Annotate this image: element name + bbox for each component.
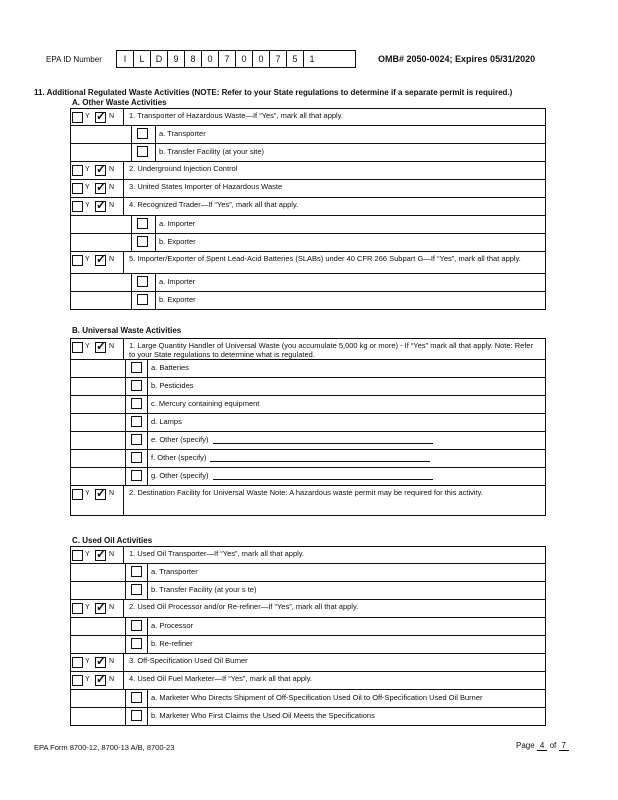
no-label: N bbox=[109, 113, 115, 120]
no-checkbox[interactable] bbox=[95, 201, 106, 212]
sub-option-text: b. Transfer Facility (at your site) bbox=[159, 147, 265, 156]
sub-option-divider bbox=[147, 708, 148, 725]
sub-option-text: b. Re-refiner bbox=[151, 639, 193, 648]
activity-row bbox=[70, 486, 546, 516]
yes-label: Y bbox=[85, 604, 90, 611]
epa-id-digit: 5 bbox=[287, 51, 304, 67]
sub-option-row bbox=[70, 378, 546, 396]
activity-label: 2. Underground Injection Control bbox=[129, 164, 238, 173]
sub-option-divider bbox=[147, 450, 148, 467]
no-label: N bbox=[109, 343, 115, 350]
sub-option-checkbox[interactable] bbox=[131, 584, 142, 595]
specify-line[interactable] bbox=[213, 479, 433, 480]
yes-label: Y bbox=[85, 166, 90, 173]
sub-option-checkbox[interactable] bbox=[131, 710, 142, 721]
no-checkbox[interactable] bbox=[95, 657, 106, 668]
sub-option-row bbox=[70, 216, 546, 234]
yes-checkbox[interactable] bbox=[72, 255, 83, 266]
no-label: N bbox=[109, 166, 115, 173]
sub-option-label bbox=[151, 693, 483, 702]
sub-option-label bbox=[151, 621, 193, 630]
omb-number: OMB# 2050-0024; Expires 05/31/2020 bbox=[378, 54, 536, 64]
epa-id-boxes bbox=[116, 50, 356, 68]
of-label: of bbox=[549, 741, 557, 750]
yes-label: Y bbox=[85, 113, 90, 120]
sub-option-row bbox=[70, 450, 546, 468]
sub-option-row bbox=[70, 636, 546, 654]
yes-no-cell bbox=[71, 547, 124, 563]
sub-option-divider bbox=[147, 378, 148, 395]
sub-option-text: b. Exporter bbox=[159, 237, 196, 246]
sub-option-label bbox=[159, 277, 195, 286]
no-checkbox[interactable] bbox=[95, 255, 106, 266]
sub-option-row bbox=[70, 292, 546, 310]
sub-option-divider bbox=[125, 414, 126, 431]
sub-option-row bbox=[70, 360, 546, 378]
form-number: EPA Form 8700-12, 8700-13 A/B, 8700-23 bbox=[34, 743, 175, 752]
yes-checkbox[interactable] bbox=[72, 675, 83, 686]
sub-option-label bbox=[159, 129, 206, 138]
yes-checkbox[interactable] bbox=[72, 112, 83, 123]
page-indicator bbox=[516, 741, 569, 750]
no-checkbox[interactable] bbox=[95, 675, 106, 686]
sub-option-divider bbox=[125, 378, 126, 395]
sub-option-divider bbox=[125, 564, 126, 581]
sub-option-divider bbox=[131, 234, 132, 251]
sub-option-divider bbox=[131, 126, 132, 143]
sub-option-divider bbox=[147, 636, 148, 653]
activity-row bbox=[70, 108, 546, 126]
activity-label: 2. Destination Facility for Universal Waste Note: A hazardous waste permit may be required for this activity. bbox=[129, 488, 483, 497]
sub-option-row bbox=[70, 708, 546, 726]
epa-id-digit: 0 bbox=[236, 51, 253, 67]
sub-option-label bbox=[151, 453, 430, 462]
sub-option-text: c. Mercury containing equipment bbox=[151, 399, 260, 408]
yes-checkbox[interactable] bbox=[72, 489, 83, 500]
sub-option-divider bbox=[147, 582, 148, 599]
epa-id-digit: 9 bbox=[168, 51, 185, 67]
yes-no-cell bbox=[71, 198, 124, 215]
sub-option-label bbox=[151, 711, 375, 720]
epa-id-digit: L bbox=[134, 51, 151, 67]
specify-line[interactable] bbox=[213, 443, 433, 444]
sub-option-divider bbox=[147, 414, 148, 431]
sub-option-text: d. Lamps bbox=[151, 417, 182, 426]
sub-option-divider bbox=[131, 144, 132, 161]
sub-option-checkbox[interactable] bbox=[131, 362, 142, 373]
sub-option-row bbox=[70, 126, 546, 144]
sub-option-row bbox=[70, 690, 546, 708]
yes-label: Y bbox=[85, 658, 90, 665]
yes-label: Y bbox=[85, 202, 90, 209]
sub-option-text: b. Transfer Facility (at your s te) bbox=[151, 585, 257, 594]
epa-id-digit: 7 bbox=[219, 51, 236, 67]
no-label: N bbox=[109, 256, 115, 263]
activity-label: 3. Off-Specification Used Oil Burner bbox=[129, 656, 248, 665]
sub-option-checkbox[interactable] bbox=[131, 416, 142, 427]
sub-option-divider bbox=[147, 432, 148, 449]
sub-option-row bbox=[70, 432, 546, 450]
sub-option-checkbox[interactable] bbox=[137, 276, 148, 287]
sub-option-text: b. Exporter bbox=[159, 295, 196, 304]
yes-no-cell bbox=[71, 600, 124, 617]
sub-option-checkbox[interactable] bbox=[131, 434, 142, 445]
sub-option-divider bbox=[131, 216, 132, 233]
sub-option-divider bbox=[125, 690, 126, 707]
sub-option-label bbox=[151, 639, 193, 648]
sub-option-divider bbox=[125, 360, 126, 377]
sub-option-label bbox=[159, 147, 264, 156]
sub-option-divider bbox=[155, 126, 156, 143]
sub-option-divider bbox=[125, 708, 126, 725]
sub-option-divider bbox=[147, 564, 148, 581]
sub-option-label bbox=[151, 471, 433, 480]
activity-row bbox=[70, 180, 546, 198]
sub-option-row bbox=[70, 582, 546, 600]
activity-row bbox=[70, 198, 546, 216]
activity-label: 4. Recognized Trader—If “Yes”, mark all that apply. bbox=[129, 200, 299, 209]
sub-option-divider bbox=[125, 432, 126, 449]
sub-option-row bbox=[70, 144, 546, 162]
sub-option-checkbox[interactable] bbox=[131, 398, 142, 409]
activity-row bbox=[70, 546, 546, 564]
sub-option-text: e. Other (specify) bbox=[151, 435, 209, 444]
activity-row bbox=[70, 162, 546, 180]
yes-label: Y bbox=[85, 676, 90, 683]
no-checkbox[interactable] bbox=[95, 342, 106, 353]
sub-option-text: b. Marketer Who First Claims the Used Oil Meets the Specifications bbox=[151, 711, 375, 720]
yes-no-cell bbox=[71, 486, 124, 515]
sub-option-text: g. Other (specify) bbox=[151, 471, 209, 480]
sub-option-checkbox[interactable] bbox=[137, 294, 148, 305]
sub-option-divider bbox=[155, 144, 156, 161]
no-label: N bbox=[109, 551, 115, 558]
sub-option-divider bbox=[155, 274, 156, 291]
epa-id-digit: 8 bbox=[185, 51, 202, 67]
sub-option-checkbox[interactable] bbox=[137, 146, 148, 157]
yes-label: Y bbox=[85, 343, 90, 350]
activity-label: 1. Large Quantity Handler of Universal Waste (you accumulate 5,000 kg or more) - If “Yes” mark all that apply. Note: Refer to your State regulations to determine what is regulated. bbox=[129, 341, 534, 359]
yes-checkbox[interactable] bbox=[72, 550, 83, 561]
no-checkbox[interactable] bbox=[95, 112, 106, 123]
sub-option-checkbox[interactable] bbox=[131, 620, 142, 631]
sub-option-text: a. Marketer Who Directs Shipment of Off-Specification Used Oil to Off-Specification Used Oil Burner bbox=[151, 693, 483, 702]
sub-option-divider bbox=[147, 468, 148, 485]
sub-option-text: a. Batteries bbox=[151, 363, 189, 372]
sub-option-text: f. Other (specify) bbox=[151, 453, 207, 462]
activity-label: 4. Used Oil Fuel Marketer—If “Yes”, mark all that apply. bbox=[129, 674, 312, 683]
sub-option-checkbox[interactable] bbox=[131, 566, 142, 577]
sub-option-divider bbox=[125, 396, 126, 413]
sub-option-divider bbox=[155, 292, 156, 309]
sub-option-divider bbox=[155, 216, 156, 233]
sub-option-label bbox=[159, 219, 195, 228]
epa-id-digit: 1 bbox=[309, 54, 315, 64]
epa-id-digit: I bbox=[117, 51, 134, 67]
sub-option-label bbox=[151, 363, 189, 372]
sub-option-row bbox=[70, 234, 546, 252]
sub-option-checkbox[interactable] bbox=[137, 218, 148, 229]
sub-option-checkbox[interactable] bbox=[131, 638, 142, 649]
sub-option-divider bbox=[155, 234, 156, 251]
yes-checkbox[interactable] bbox=[72, 342, 83, 353]
no-checkbox[interactable] bbox=[95, 550, 106, 561]
yes-label: Y bbox=[85, 184, 90, 191]
sub-option-label bbox=[159, 237, 196, 246]
sub-option-row bbox=[70, 396, 546, 414]
sub-option-label bbox=[151, 417, 182, 426]
sub-option-divider bbox=[147, 690, 148, 707]
sub-option-label bbox=[151, 381, 194, 390]
activity-row bbox=[70, 252, 546, 274]
page-label: Page bbox=[516, 741, 535, 750]
sub-option-divider bbox=[147, 360, 148, 377]
activity-label: 3. United States Importer of Hazardous Waste bbox=[129, 182, 283, 191]
sub-option-text: a. Transporter bbox=[151, 567, 198, 576]
sub-option-label bbox=[151, 585, 256, 594]
sub-option-checkbox[interactable] bbox=[137, 236, 148, 247]
yes-checkbox[interactable] bbox=[72, 657, 83, 668]
sub-option-label bbox=[159, 295, 196, 304]
sub-option-divider bbox=[147, 396, 148, 413]
sub-option-row bbox=[70, 618, 546, 636]
no-checkbox[interactable] bbox=[95, 489, 106, 500]
activity-label: 1. Transporter of Hazardous Waste—If “Yes”, mark all that apply. bbox=[129, 111, 343, 120]
sub-option-row bbox=[70, 468, 546, 486]
yes-no-cell bbox=[71, 654, 124, 671]
yes-no-cell bbox=[71, 180, 124, 197]
activity-row bbox=[70, 654, 546, 672]
yes-label: Y bbox=[85, 490, 90, 497]
sub-option-checkbox[interactable] bbox=[131, 452, 142, 463]
sub-option-text: a. Importer bbox=[159, 219, 196, 228]
no-label: N bbox=[109, 202, 115, 209]
sub-option-divider bbox=[125, 450, 126, 467]
page-number: 4 bbox=[537, 741, 547, 751]
no-label: N bbox=[109, 184, 115, 191]
sub-option-checkbox[interactable] bbox=[137, 128, 148, 139]
activity-label: 1. Used Oil Transporter—If “Yes”, mark all that apply. bbox=[129, 549, 305, 558]
yes-no-cell bbox=[71, 109, 124, 125]
epa-id-digit: 0 bbox=[253, 51, 270, 67]
activity-row bbox=[70, 338, 546, 360]
yes-no-cell bbox=[71, 672, 124, 689]
sub-option-divider bbox=[125, 618, 126, 635]
sub-option-checkbox[interactable] bbox=[131, 470, 142, 481]
sub-option-text: a. Processor bbox=[151, 621, 194, 630]
sub-option-label bbox=[151, 567, 198, 576]
sub-option-label bbox=[151, 435, 433, 444]
section-11-title: 11. Additional Regulated Waste Activities (NOTE: Refer to your State regulations to determine if a separate permit is required.) bbox=[34, 88, 513, 97]
yes-checkbox[interactable] bbox=[72, 603, 83, 614]
section-a-title: A. Other Waste Activities bbox=[72, 98, 167, 107]
section-c-title: C. Used Oil Activities bbox=[72, 536, 153, 545]
sub-option-row bbox=[70, 564, 546, 582]
sub-option-row bbox=[70, 414, 546, 432]
no-label: N bbox=[109, 658, 115, 665]
no-label: N bbox=[109, 604, 115, 611]
yes-label: Y bbox=[85, 256, 90, 263]
no-checkbox[interactable] bbox=[95, 183, 106, 194]
specify-line[interactable] bbox=[210, 461, 430, 462]
sub-option-text: b. Pesticides bbox=[151, 381, 194, 390]
sub-option-divider bbox=[125, 582, 126, 599]
sub-option-row bbox=[70, 274, 546, 292]
epa-id-label: EPA ID Number bbox=[46, 55, 102, 64]
no-label: N bbox=[109, 490, 115, 497]
no-label: N bbox=[109, 676, 115, 683]
yes-checkbox[interactable] bbox=[72, 165, 83, 176]
page-total: 7 bbox=[559, 741, 569, 751]
sub-option-label bbox=[151, 399, 259, 408]
yes-checkbox[interactable] bbox=[72, 201, 83, 212]
yes-no-cell bbox=[71, 339, 124, 359]
sub-option-divider bbox=[131, 292, 132, 309]
epa-id-digit: 7 bbox=[270, 51, 287, 67]
sub-option-divider bbox=[147, 618, 148, 635]
sub-option-text: a. Importer bbox=[159, 277, 196, 286]
yes-no-cell bbox=[71, 162, 124, 179]
yes-checkbox[interactable] bbox=[72, 183, 83, 194]
yes-label: Y bbox=[85, 551, 90, 558]
activity-row bbox=[70, 672, 546, 690]
no-checkbox[interactable] bbox=[95, 603, 106, 614]
activity-row bbox=[70, 600, 546, 618]
sub-option-divider bbox=[131, 274, 132, 291]
activity-label: 5. Importer/Exporter of Spent Lead-Acid Batteries (SLABs) under 40 CFR 266 Subpart G—If “Yes”, mark all that apply. bbox=[129, 254, 521, 263]
section-b-title: B. Universal Waste Activities bbox=[72, 326, 182, 335]
sub-option-divider bbox=[125, 636, 126, 653]
sub-option-text: a. Transporter bbox=[159, 129, 206, 138]
yes-no-cell bbox=[71, 252, 124, 273]
activity-label: 2. Used Oil Processor and/or Re-refiner—If “Yes”, mark all that apply. bbox=[129, 602, 359, 611]
sub-option-divider bbox=[125, 468, 126, 485]
sub-option-checkbox[interactable] bbox=[131, 380, 142, 391]
epa-id-digit: D bbox=[151, 51, 168, 67]
sub-option-checkbox[interactable] bbox=[131, 692, 142, 703]
no-checkbox[interactable] bbox=[95, 165, 106, 176]
epa-id-digit: 0 bbox=[202, 51, 219, 67]
